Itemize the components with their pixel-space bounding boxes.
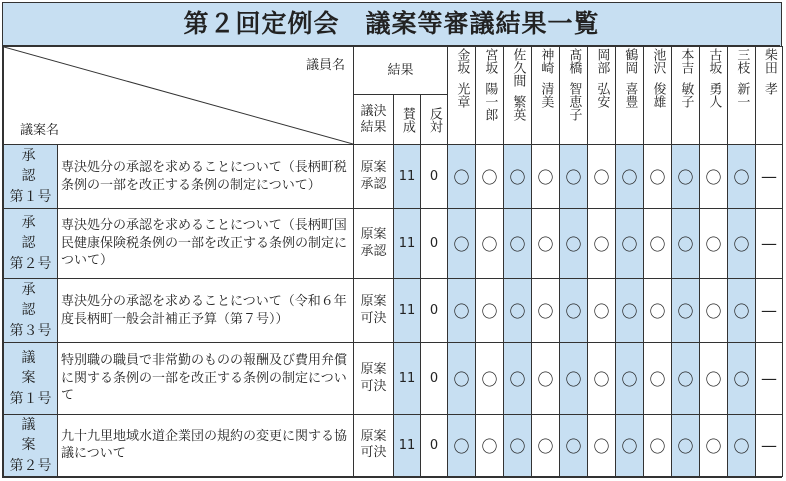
member-header-8 bbox=[644, 47, 672, 145]
no-count: 0 bbox=[421, 343, 448, 415]
member-family-name: 岡部 bbox=[594, 47, 610, 74]
member-name bbox=[595, 48, 609, 144]
vote-mark: 〇 bbox=[644, 415, 672, 477]
vote-mark: 〇 bbox=[588, 279, 616, 343]
member-name bbox=[707, 48, 721, 144]
vote-mark: — bbox=[756, 343, 783, 415]
vote-mark: 〇 bbox=[448, 279, 476, 343]
decision-header-text: 議決結果 bbox=[360, 103, 387, 135]
decision-result-text: 原案可決 bbox=[360, 429, 387, 461]
vote-mark: 〇 bbox=[588, 343, 616, 415]
vote-mark: 〇 bbox=[476, 145, 504, 209]
table-row bbox=[4, 145, 783, 209]
vote-mark: 〇 bbox=[700, 145, 728, 209]
vote-mark: 〇 bbox=[616, 279, 644, 343]
bill-id bbox=[4, 279, 58, 343]
vote-mark: 〇 bbox=[532, 209, 560, 279]
vote-mark: 〇 bbox=[672, 209, 700, 279]
vote-mark: 〇 bbox=[560, 145, 588, 209]
member-given-name: 喜豊 bbox=[622, 81, 638, 108]
table-row bbox=[4, 279, 783, 343]
bill-name-label: 議案名 bbox=[20, 123, 60, 138]
vote-mark: — bbox=[756, 279, 783, 343]
vote-mark: 〇 bbox=[532, 415, 560, 477]
member-header-6 bbox=[588, 47, 616, 145]
member-header-11 bbox=[728, 47, 756, 145]
results-table-frame bbox=[2, 2, 782, 478]
member-name bbox=[623, 48, 637, 144]
bill-number: 第３号 bbox=[9, 322, 52, 339]
decision-result-text: 原案承認 bbox=[360, 160, 387, 192]
vote-mark: 〇 bbox=[476, 279, 504, 343]
member-family-name: 宮坂 bbox=[482, 47, 498, 74]
member-name bbox=[762, 48, 776, 144]
decision-result-text: 原案承認 bbox=[360, 227, 387, 259]
no-count: 0 bbox=[421, 415, 448, 477]
vote-mark: 〇 bbox=[588, 415, 616, 477]
vote-mark: 〇 bbox=[504, 343, 532, 415]
yes-count: 11 bbox=[394, 209, 421, 279]
member-header-1 bbox=[448, 47, 476, 145]
vote-mark: 〇 bbox=[560, 209, 588, 279]
bill-number: 第１号 bbox=[9, 390, 52, 407]
vote-mark: 〇 bbox=[476, 343, 504, 415]
vote-mark: 〇 bbox=[644, 209, 672, 279]
vote-mark: 〇 bbox=[728, 209, 756, 279]
member-name bbox=[679, 48, 693, 144]
no-count-header: 反対 bbox=[421, 95, 448, 145]
member-header-2 bbox=[476, 47, 504, 145]
member-family-name: 柴田 bbox=[761, 47, 777, 74]
vote-mark: 〇 bbox=[672, 343, 700, 415]
member-given-name: 敏子 bbox=[678, 81, 694, 108]
member-given-name: 繁英 bbox=[510, 94, 526, 121]
vote-mark: 〇 bbox=[476, 415, 504, 477]
bill-id bbox=[4, 145, 58, 209]
yes-count: 11 bbox=[394, 415, 421, 477]
bill-id bbox=[4, 415, 58, 477]
member-name bbox=[455, 48, 469, 144]
vote-mark: 〇 bbox=[728, 145, 756, 209]
vote-mark: — bbox=[756, 415, 783, 477]
member-family-name: 三枝 bbox=[734, 47, 750, 74]
yes-count: 11 bbox=[394, 145, 421, 209]
member-name bbox=[567, 48, 581, 144]
member-header-10 bbox=[700, 47, 728, 145]
vote-mark: 〇 bbox=[616, 415, 644, 477]
vote-mark: 〇 bbox=[644, 145, 672, 209]
decision-result-text: 原案可決 bbox=[360, 362, 387, 394]
page-title: 第２回定例会 議案等審議結果一覧 bbox=[3, 3, 780, 46]
member-family-name: 金坂 bbox=[454, 47, 470, 74]
bill-title: 専決処分の承認を求めることについて（令和６年度長柄町一般会計補正予算（第７号）） bbox=[58, 279, 354, 343]
bill-title: 専決処分の承認を求めることについて（長柄町税条例の一部を改正する条例の制定について） bbox=[58, 145, 354, 209]
results-table bbox=[3, 46, 783, 477]
vote-mark: 〇 bbox=[560, 415, 588, 477]
bill-type: 議案 bbox=[21, 417, 46, 454]
member-header-12 bbox=[756, 47, 783, 145]
vote-mark: 〇 bbox=[532, 279, 560, 343]
member-family-name: 神崎 bbox=[538, 47, 554, 74]
member-given-name: 勇人 bbox=[706, 81, 722, 108]
member-given-name: 陽一郎 bbox=[482, 81, 498, 121]
decision-result bbox=[354, 279, 394, 343]
vote-mark: 〇 bbox=[672, 145, 700, 209]
vote-mark: 〇 bbox=[728, 343, 756, 415]
vote-mark: 〇 bbox=[588, 209, 616, 279]
header-corner-cell bbox=[4, 47, 354, 145]
member-header-7 bbox=[616, 47, 644, 145]
table-row bbox=[4, 415, 783, 477]
bill-id bbox=[4, 209, 58, 279]
bill-number: 第１号 bbox=[9, 188, 52, 205]
member-name bbox=[483, 48, 497, 144]
table-row bbox=[4, 343, 783, 415]
member-header-9 bbox=[672, 47, 700, 145]
bill-type: 承認 bbox=[21, 282, 46, 319]
vote-mark: 〇 bbox=[644, 343, 672, 415]
vote-mark: 〇 bbox=[448, 209, 476, 279]
member-name bbox=[735, 48, 749, 144]
vote-mark: 〇 bbox=[616, 343, 644, 415]
member-given-name: 智恵子 bbox=[566, 81, 582, 121]
decision-header bbox=[354, 95, 394, 145]
vote-mark: 〇 bbox=[700, 279, 728, 343]
vote-mark: 〇 bbox=[672, 415, 700, 477]
member-header-5 bbox=[560, 47, 588, 145]
member-family-name: 髙橋 bbox=[566, 47, 582, 74]
member-name bbox=[511, 48, 525, 144]
vote-mark: 〇 bbox=[700, 209, 728, 279]
vote-mark: 〇 bbox=[504, 415, 532, 477]
member-given-name: 清美 bbox=[538, 81, 554, 108]
vote-mark: 〇 bbox=[504, 279, 532, 343]
vote-mark: 〇 bbox=[616, 209, 644, 279]
vote-mark: 〇 bbox=[476, 209, 504, 279]
member-header-3 bbox=[504, 47, 532, 145]
decision-result bbox=[354, 209, 394, 279]
vote-mark: 〇 bbox=[560, 279, 588, 343]
bill-type: 承認 bbox=[21, 148, 46, 185]
decision-result bbox=[354, 415, 394, 477]
vote-mark: 〇 bbox=[560, 343, 588, 415]
vote-mark: 〇 bbox=[728, 279, 756, 343]
member-given-name: 新一 bbox=[734, 81, 750, 108]
decision-result-text: 原案可決 bbox=[360, 294, 387, 326]
vote-mark: 〇 bbox=[700, 415, 728, 477]
vote-mark: 〇 bbox=[448, 415, 476, 477]
yes-count: 11 bbox=[394, 279, 421, 343]
vote-mark: 〇 bbox=[504, 209, 532, 279]
vote-mark: 〇 bbox=[616, 145, 644, 209]
vote-mark: 〇 bbox=[700, 343, 728, 415]
bill-id bbox=[4, 343, 58, 415]
member-name bbox=[651, 48, 665, 144]
member-given-name: 俊雄 bbox=[650, 81, 666, 108]
vote-mark: — bbox=[756, 209, 783, 279]
bill-title: 専決処分の承認を求めることについて（長柄町国民健康保険税条例の一部を改正する条例の制定について） bbox=[58, 209, 354, 279]
vote-mark: 〇 bbox=[448, 343, 476, 415]
bill-number: 第２号 bbox=[9, 457, 52, 474]
no-count: 0 bbox=[421, 279, 448, 343]
vote-mark: 〇 bbox=[728, 415, 756, 477]
decision-result bbox=[354, 343, 394, 415]
vote-mark: 〇 bbox=[644, 279, 672, 343]
yes-count-header: 賛成 bbox=[394, 95, 421, 145]
vote-mark: 〇 bbox=[532, 343, 560, 415]
member-name-label: 議員名 bbox=[305, 58, 345, 73]
bill-title: 九十九里地域水道企業団の規約の変更に関する協議について bbox=[58, 415, 354, 477]
member-given-name: 光章 bbox=[454, 81, 470, 108]
decision-result bbox=[354, 145, 394, 209]
member-family-name: 佐久間 bbox=[510, 47, 526, 87]
no-count: 0 bbox=[421, 145, 448, 209]
yes-count: 11 bbox=[394, 343, 421, 415]
bill-title: 特別職の職員で非常勤のものの報酬及び費用弁償に関する条例の一部を改正する条例の制定について bbox=[58, 343, 354, 415]
vote-mark: — bbox=[756, 145, 783, 209]
bill-type: 承認 bbox=[21, 215, 46, 252]
bill-type: 議案 bbox=[21, 350, 46, 387]
member-family-name: 本吉 bbox=[678, 47, 694, 74]
member-family-name: 鶴岡 bbox=[622, 47, 638, 74]
member-family-name: 古坂 bbox=[706, 47, 722, 74]
vote-mark: 〇 bbox=[448, 145, 476, 209]
member-header-4 bbox=[532, 47, 560, 145]
member-name bbox=[539, 48, 553, 144]
vote-mark: 〇 bbox=[588, 145, 616, 209]
vote-mark: 〇 bbox=[672, 279, 700, 343]
vote-mark: 〇 bbox=[504, 145, 532, 209]
bill-number: 第２号 bbox=[9, 255, 52, 272]
member-family-name: 池沢 bbox=[650, 47, 666, 74]
member-given-name: 孝 bbox=[761, 81, 777, 95]
table-row bbox=[4, 209, 783, 279]
vote-mark: 〇 bbox=[532, 145, 560, 209]
member-given-name: 弘安 bbox=[594, 81, 610, 108]
result-group-header: 結果 bbox=[354, 47, 448, 95]
no-count: 0 bbox=[421, 209, 448, 279]
